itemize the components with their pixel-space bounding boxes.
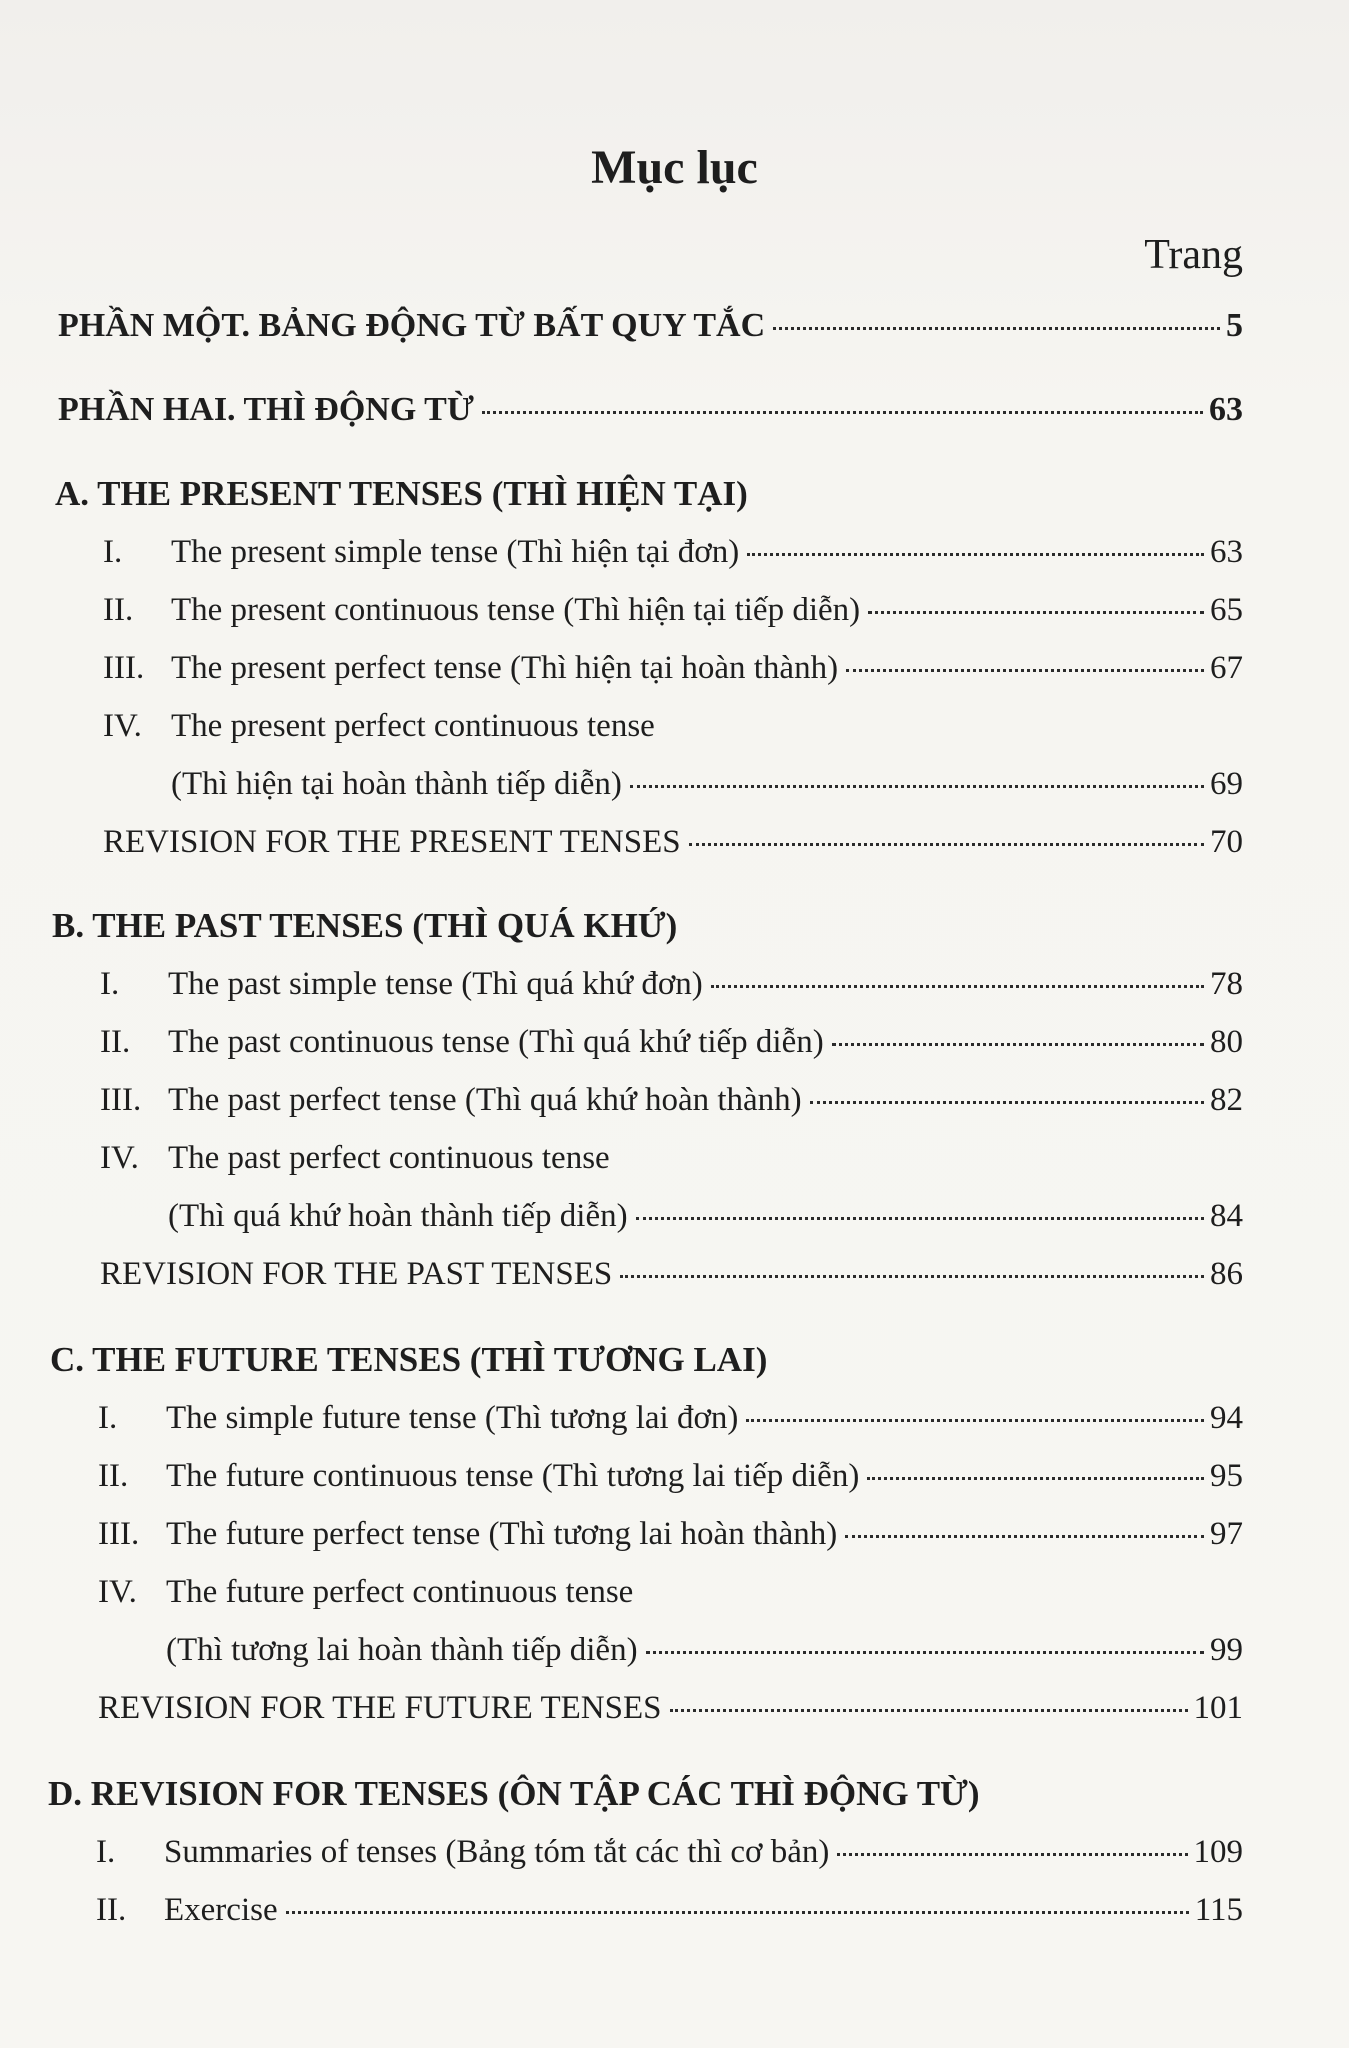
entry-number: IV. (100, 1140, 139, 1176)
entry-page: 80 (1210, 1024, 1243, 1060)
toc-entry-b-2[interactable] (100, 1018, 1243, 1066)
entry-text: The past perfect continuous tense (168, 1140, 610, 1176)
toc-entry-b-4[interactable] (100, 1134, 610, 1182)
dot-leader (636, 1213, 1204, 1220)
toc-entry-a-4-cont[interactable] (171, 760, 1243, 808)
entry-number: I. (98, 1400, 118, 1436)
entry-text: REVISION FOR THE FUTURE TENSES (98, 1690, 662, 1726)
toc-entry-c-1[interactable] (98, 1394, 1243, 1442)
entry-page: 97 (1210, 1516, 1243, 1552)
entry-text: The present perfect continuous tense (171, 708, 655, 744)
entry-text: The present simple tense (Thì hiện tại đơn) (171, 534, 740, 570)
entry-page: 82 (1210, 1082, 1243, 1118)
entry-text: PHẦN MỘT. BẢNG ĐỘNG TỪ BẤT QUY TẮC (58, 307, 766, 344)
section-heading-b: B. THE PAST TENSES (THÌ QUÁ KHỨ) (52, 906, 678, 945)
entry-text: REVISION FOR THE PRESENT TENSES (103, 824, 681, 860)
entry-number: I. (103, 534, 123, 570)
dot-leader (670, 1705, 1188, 1712)
entry-page: 109 (1193, 1834, 1243, 1870)
entry-number: IV. (98, 1574, 137, 1610)
entry-text: Summaries of tenses (Bảng tóm tắt các thì cơ bản) (164, 1834, 830, 1870)
toc-entry-a-3[interactable] (103, 644, 1243, 692)
entry-page: 94 (1210, 1400, 1243, 1436)
entry-text: Exercise (164, 1892, 278, 1928)
entry-page: 101 (1193, 1690, 1243, 1726)
toc-entry-b-revision[interactable] (100, 1250, 1243, 1298)
entry-number: II. (96, 1892, 127, 1928)
toc-entry-c-2[interactable] (98, 1452, 1243, 1500)
dot-leader (832, 1039, 1204, 1046)
entry-text: The past perfect tense (Thì quá khứ hoàn thành) (168, 1082, 802, 1118)
entry-text: The future continuous tense (Thì tương lai tiếp diễn) (166, 1458, 860, 1494)
dot-leader (482, 407, 1203, 414)
toc-entry-d-2[interactable] (96, 1886, 1243, 1934)
entry-text: (Thì tương lai hoàn thành tiếp diễn) (166, 1632, 638, 1668)
dot-leader (630, 781, 1204, 788)
entry-page: 70 (1210, 824, 1243, 860)
toc-entry-c-4-cont[interactable] (166, 1626, 1243, 1674)
toc-entry-b-4-cont[interactable] (168, 1192, 1243, 1240)
dot-leader (711, 981, 1204, 988)
entry-text: The present continuous tense (Thì hiện tại tiếp diễn) (171, 592, 861, 628)
dot-leader (646, 1647, 1204, 1654)
entry-text: PHẦN HAI. THÌ ĐỘNG TỪ (58, 391, 474, 428)
entry-text: The past simple tense (Thì quá khứ đơn) (168, 966, 703, 1002)
entry-text: The simple future tense (Thì tương lai đơn) (166, 1400, 739, 1436)
entry-number: III. (100, 1082, 142, 1118)
entry-number: II. (103, 592, 134, 628)
entry-number: II. (100, 1024, 131, 1060)
entry-number: IV. (103, 708, 142, 744)
toc-entry-b-1[interactable] (100, 960, 1243, 1008)
toc-entry-b-3[interactable] (100, 1076, 1243, 1124)
toc-entry-c-4[interactable] (98, 1568, 633, 1616)
entry-text: (Thì hiện tại hoàn thành tiếp diễn) (171, 766, 622, 802)
entry-text: The present perfect tense (Thì hiện tại hoàn thành) (171, 650, 839, 686)
dot-leader (620, 1271, 1204, 1278)
entry-number: III. (103, 650, 145, 686)
entry-page: 84 (1210, 1198, 1243, 1234)
toc-entry-part-2[interactable] (58, 386, 1243, 434)
toc-entry-c-revision[interactable] (98, 1684, 1243, 1732)
entry-page: 67 (1210, 650, 1243, 686)
toc-entry-c-3[interactable] (98, 1510, 1243, 1558)
dot-leader (746, 1415, 1204, 1422)
toc-entry-d-1[interactable] (96, 1828, 1243, 1876)
toc-entry-part-1[interactable] (58, 302, 1243, 350)
dot-leader (845, 1531, 1204, 1538)
entry-page: 78 (1210, 966, 1243, 1002)
entry-text: The future perfect continuous tense (166, 1574, 634, 1610)
entry-text: REVISION FOR THE PAST TENSES (100, 1256, 613, 1292)
entry-page: 99 (1210, 1632, 1243, 1668)
entry-number: III. (98, 1516, 140, 1552)
dot-leader (846, 665, 1204, 672)
dot-leader (773, 323, 1220, 330)
dot-leader (868, 607, 1204, 614)
toc-entry-a-4[interactable] (103, 702, 655, 750)
entry-number: I. (96, 1834, 116, 1870)
dot-leader (867, 1473, 1204, 1480)
entry-number: II. (98, 1458, 129, 1494)
dot-leader (286, 1907, 1189, 1914)
page-column-label: Trang (1144, 232, 1243, 278)
entry-page: 95 (1210, 1458, 1243, 1494)
entry-text: The past continuous tense (Thì quá khứ tiếp diễn) (168, 1024, 824, 1060)
section-heading-d: D. REVISION FOR TENSES (ÔN TẬP CÁC THÌ ĐỘNG TỪ) (48, 1774, 980, 1813)
toc-entry-a-2[interactable] (103, 586, 1243, 634)
section-heading-a: A. THE PRESENT TENSES (THÌ HIỆN TẠI) (55, 474, 748, 513)
dot-leader (689, 839, 1204, 846)
entry-page: 63 (1209, 391, 1243, 428)
toc-entry-a-1[interactable] (103, 528, 1243, 576)
dot-leader (837, 1849, 1187, 1856)
toc-title: Mục lục (591, 141, 758, 194)
dot-leader (810, 1097, 1204, 1104)
entry-number: I. (100, 966, 120, 1002)
entry-page: 63 (1210, 534, 1243, 570)
entry-page: 65 (1210, 592, 1243, 628)
entry-text: (Thì quá khứ hoàn thành tiếp diễn) (168, 1198, 628, 1234)
section-heading-c: C. THE FUTURE TENSES (THÌ TƯƠNG LAI) (50, 1340, 768, 1379)
entry-page: 86 (1210, 1256, 1243, 1292)
dot-leader (747, 549, 1204, 556)
entry-page: 69 (1210, 766, 1243, 802)
toc-entry-a-revision[interactable] (103, 818, 1243, 866)
entry-page: 5 (1226, 307, 1243, 344)
entry-page: 115 (1194, 1892, 1243, 1928)
entry-text: The future perfect tense (Thì tương lai hoàn thành) (166, 1516, 838, 1552)
